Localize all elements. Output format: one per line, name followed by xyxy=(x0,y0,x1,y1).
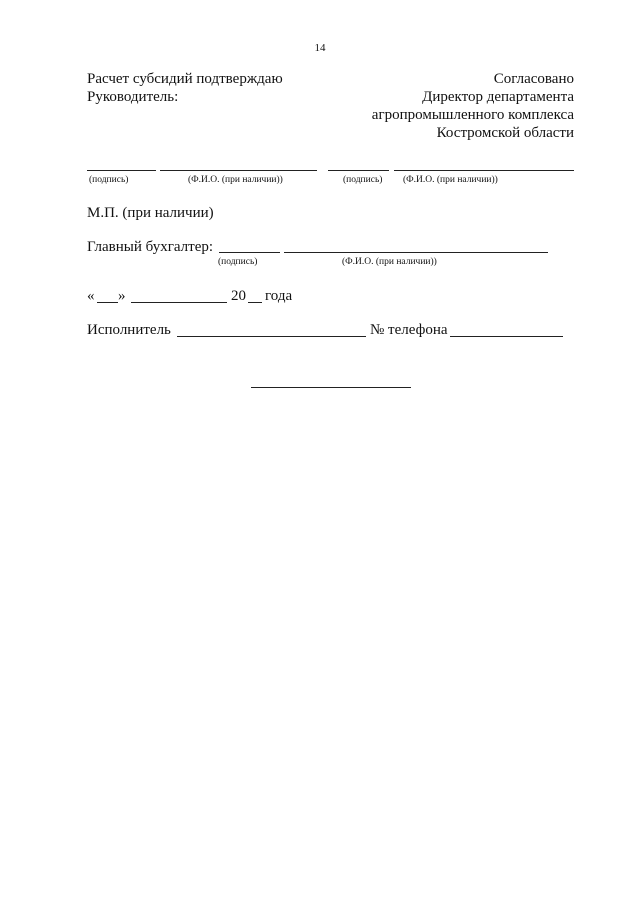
accountant-signature-caption: (подпись) xyxy=(218,257,258,267)
date-open-quote: « xyxy=(87,288,95,304)
phone-label: № телефона xyxy=(370,322,448,338)
left-signature-line[interactable] xyxy=(87,170,156,171)
left-signature-caption: (подпись) xyxy=(89,175,129,185)
accountant-name-line[interactable] xyxy=(284,252,548,253)
date-close-quote: » xyxy=(118,288,126,304)
stamp-place-label: М.П. (при наличии) xyxy=(87,205,214,221)
department-name: агропромышленного комплекса xyxy=(371,107,574,123)
executor-line[interactable] xyxy=(177,336,366,337)
director-title: Директор департамента xyxy=(422,89,574,105)
agreed-label: Согласовано xyxy=(493,71,574,87)
day-line[interactable] xyxy=(97,302,118,303)
year-line[interactable] xyxy=(248,302,262,303)
year-word: года xyxy=(265,288,293,304)
subsidy-confirm-text: Расчет субсидий подтверждаю xyxy=(87,71,283,87)
accountant-name-caption: (Ф.И.О. (при наличии)) xyxy=(342,257,437,267)
executor-label: Исполнитель xyxy=(87,322,171,338)
right-name-caption: (Ф.И.О. (при наличии)) xyxy=(403,175,498,185)
phone-line[interactable] xyxy=(450,336,563,337)
chief-accountant-label: Главный бухгалтер: xyxy=(87,239,214,255)
month-line[interactable] xyxy=(131,302,227,303)
year-prefix: 20 xyxy=(231,288,246,304)
right-signature-line[interactable] xyxy=(328,170,389,171)
head-label: Руководитель: xyxy=(87,89,179,105)
right-signature-caption: (подпись) xyxy=(343,175,383,185)
accountant-signature-line[interactable] xyxy=(219,252,280,253)
closing-separator xyxy=(251,387,411,388)
right-name-line[interactable] xyxy=(394,170,574,171)
region-name: Костромской области xyxy=(436,125,574,141)
left-name-line[interactable] xyxy=(160,170,317,171)
left-name-caption: (Ф.И.О. (при наличии)) xyxy=(188,175,283,185)
page-number: 14 xyxy=(314,42,326,54)
